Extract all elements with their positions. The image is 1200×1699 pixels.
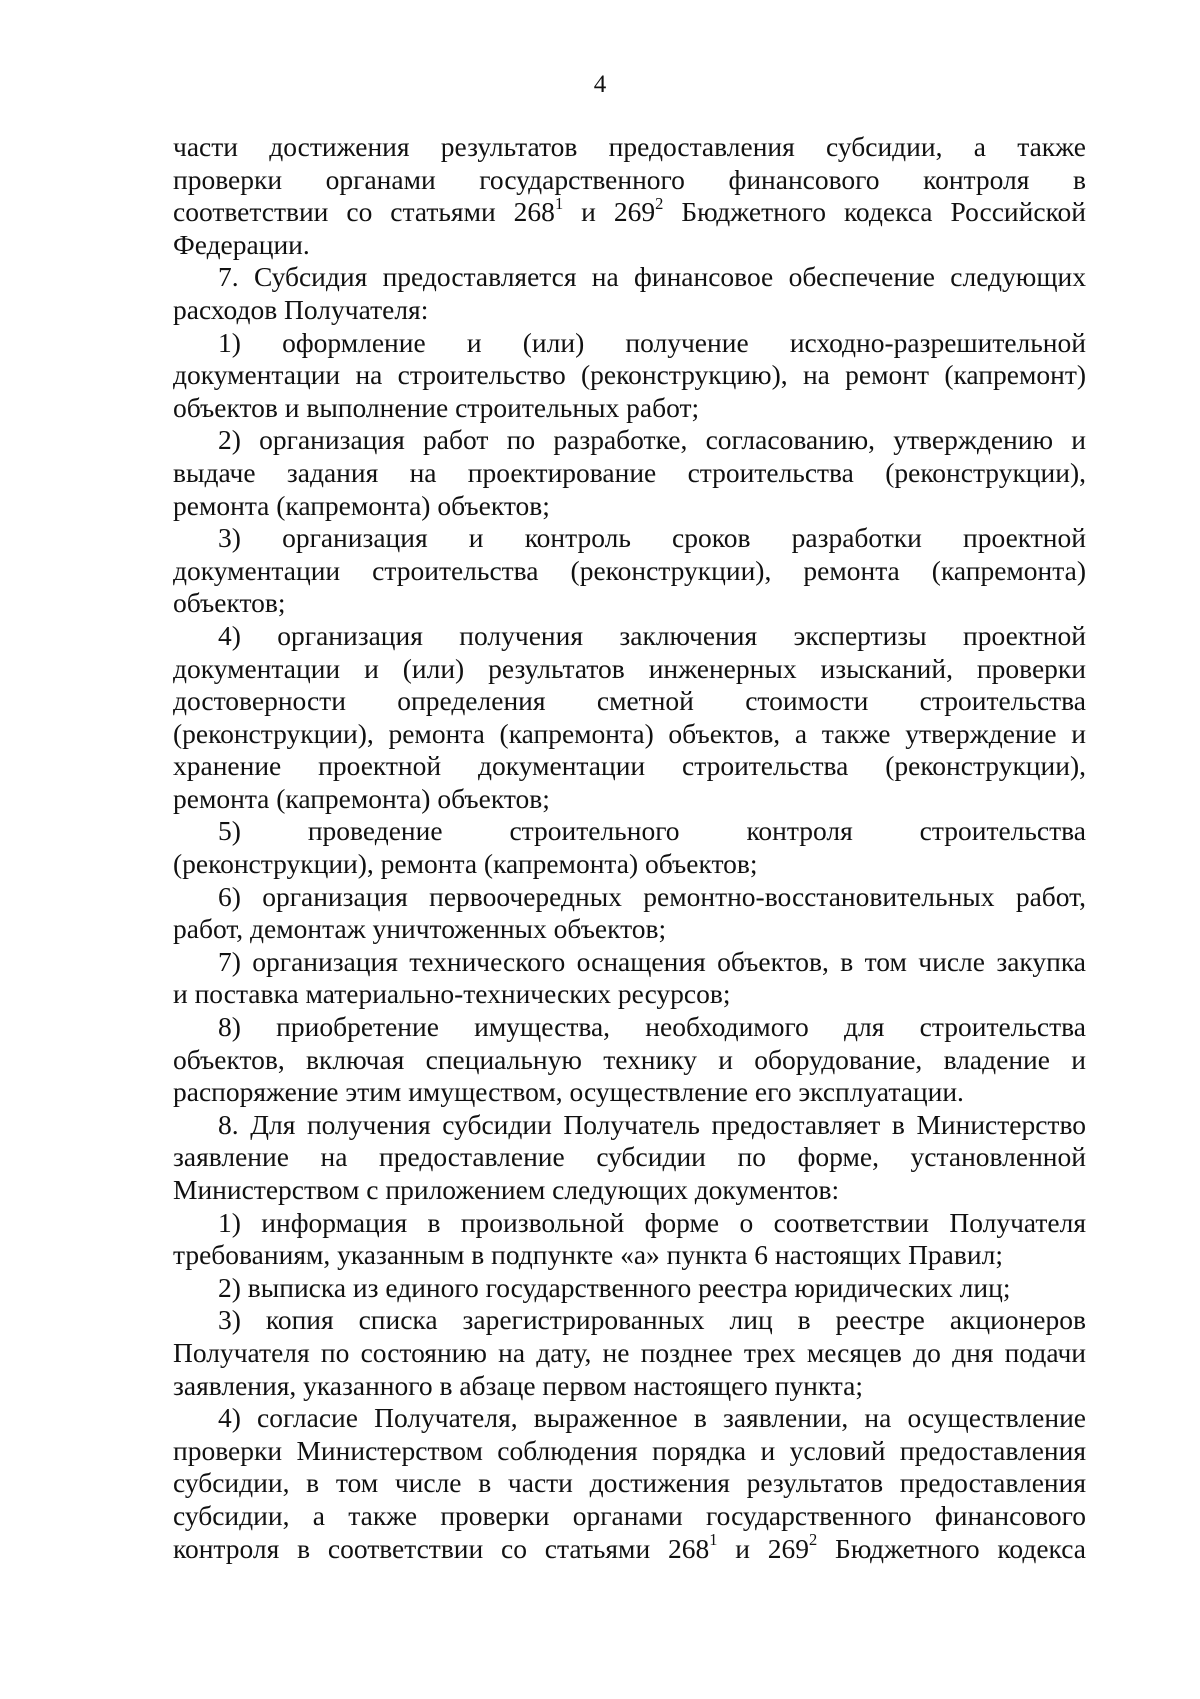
text-line: 2) организация работ по разработке, согласованию, утверждению и	[218, 424, 1086, 456]
text-line: документации на строительство (реконструкцию), на ремонт (капремонт)	[173, 359, 1086, 391]
text-line: 4) организация получения заключения экспертизы проектной	[218, 619, 1086, 651]
paragraph-p7-1	[173, 327, 1086, 425]
text-line: 8) приобретение имущества, необходимого для строительства	[218, 1011, 1086, 1043]
text-line: 3) копия списка зарегистрированных лиц в реестре акционеров	[218, 1304, 1086, 1336]
paragraph-p8-2	[173, 1272, 1086, 1305]
paragraph-p7-3	[173, 522, 1086, 620]
paragraph-p7-5	[173, 815, 1086, 880]
text-line: 1) информация в произвольной форме о соответствии Получателя	[218, 1206, 1086, 1238]
paragraph-p7	[173, 261, 1086, 326]
text-line: заявления, указанного в абзаце первом настоящего пункта;	[173, 1369, 864, 1401]
paragraph-p7-6	[173, 881, 1086, 946]
text-line: требованиям, указанным в подпункте «а» пункта 6 настоящих Правил;	[173, 1239, 1003, 1271]
text-line: контроля в соответствии со статьями $268^1$ и $269^2$ Бюджетного кодекса	[173, 1529, 1086, 1564]
text-line: и поставка материально-технических ресурсов;	[173, 978, 731, 1010]
text-line: работ, демонтаж уничтоженных объектов;	[173, 913, 667, 945]
text-line: 7. Субсидия предоставляется на финансовое обеспечение следующих	[218, 261, 1086, 293]
text-line: выдаче задания на проектирование строительства (реконструкции),	[173, 456, 1086, 488]
paragraph-p7-4	[173, 620, 1086, 816]
text-line: ремонта (капремонта) объектов;	[173, 489, 550, 521]
text-line: Министерством с приложением следующих документов:	[173, 1174, 840, 1205]
text-line: объектов, включая специальную технику и оборудование, владение и	[173, 1043, 1086, 1075]
paragraph-p7-8	[173, 1011, 1086, 1109]
paragraph-p7-2	[173, 424, 1086, 522]
text-line: расходов Получателя:	[173, 293, 429, 325]
text-line: распоряжение этим имуществом, осуществление его эксплуатации.	[173, 1076, 964, 1108]
page-number: 4	[593, 71, 607, 98]
text-line: 2) выписка из единого государственного реестра юридических лиц;	[218, 1271, 1011, 1303]
paragraph-p8-3	[173, 1304, 1086, 1402]
text-line: (реконструкции), ремонта (капремонта) объектов, а также утверждение и	[173, 717, 1086, 749]
text-line: 1) оформление и (или) получение исходно-разрешительной	[218, 326, 1086, 358]
text-line: объектов и выполнение строительных работ;	[173, 391, 700, 423]
text-line: соответствии со статьями $268^1$ и $269^2$ Бюджетного кодекса Российской	[173, 193, 1086, 228]
text-line: проверки органами государственного финансового контроля в	[173, 163, 1086, 195]
text-line: субсидии, в том числе в части достижения результатов предоставления	[173, 1467, 1086, 1499]
text-line: 5) проведение строительного контроля строительства	[218, 815, 1086, 847]
text-line: 8. Для получения субсидии Получатель предоставляет в Министерство	[218, 1108, 1086, 1140]
text-line: ремонта (капремонта) объектов;	[173, 782, 550, 814]
paragraph-p0	[173, 131, 1086, 261]
text-line: 4) согласие Получателя, выраженное в заявлении, на осуществление	[218, 1402, 1086, 1434]
text-line: 6) организация первоочередных ремонтно-восстановительных работ,	[218, 880, 1086, 912]
text-line: части достижения результатов предоставления субсидии, а также	[173, 131, 1086, 162]
text-line: достоверности определения сметной стоимости строительства	[173, 685, 1086, 717]
text-line: заявление на предоставление субсидии по форме, установленной	[173, 1141, 1086, 1173]
text-line: (реконструкции), ремонта (капремонта) объектов;	[173, 848, 758, 880]
text-line: Получателя по состоянию на дату, не позднее трех месяцев до дня подачи	[173, 1336, 1086, 1368]
text-line: объектов;	[173, 587, 286, 619]
paragraph-p8	[173, 1109, 1086, 1207]
paragraph-p8-1	[173, 1207, 1086, 1272]
text-line: документации и (или) результатов инженерных изысканий, проверки	[173, 652, 1086, 684]
text-line: хранение проектной документации строительства (реконструкции),	[173, 750, 1086, 782]
paragraph-p7-7	[173, 946, 1086, 1011]
text-line: документации строительства (реконструкции), ремонта (капремонта)	[173, 554, 1086, 586]
text-line: 3) организация и контроль сроков разработки проектной	[218, 522, 1086, 554]
text-line: проверки Министерством соблюдения порядка и условий предоставления	[173, 1434, 1086, 1466]
text-line: субсидии, а также проверки органами государственного финансового	[173, 1499, 1086, 1531]
document-body	[173, 131, 1086, 1565]
text-line: Федерации.	[173, 228, 310, 260]
text-line: 7) организация технического оснащения объектов, в том числе закупка	[218, 945, 1086, 977]
paragraph-p8-4	[173, 1402, 1086, 1565]
